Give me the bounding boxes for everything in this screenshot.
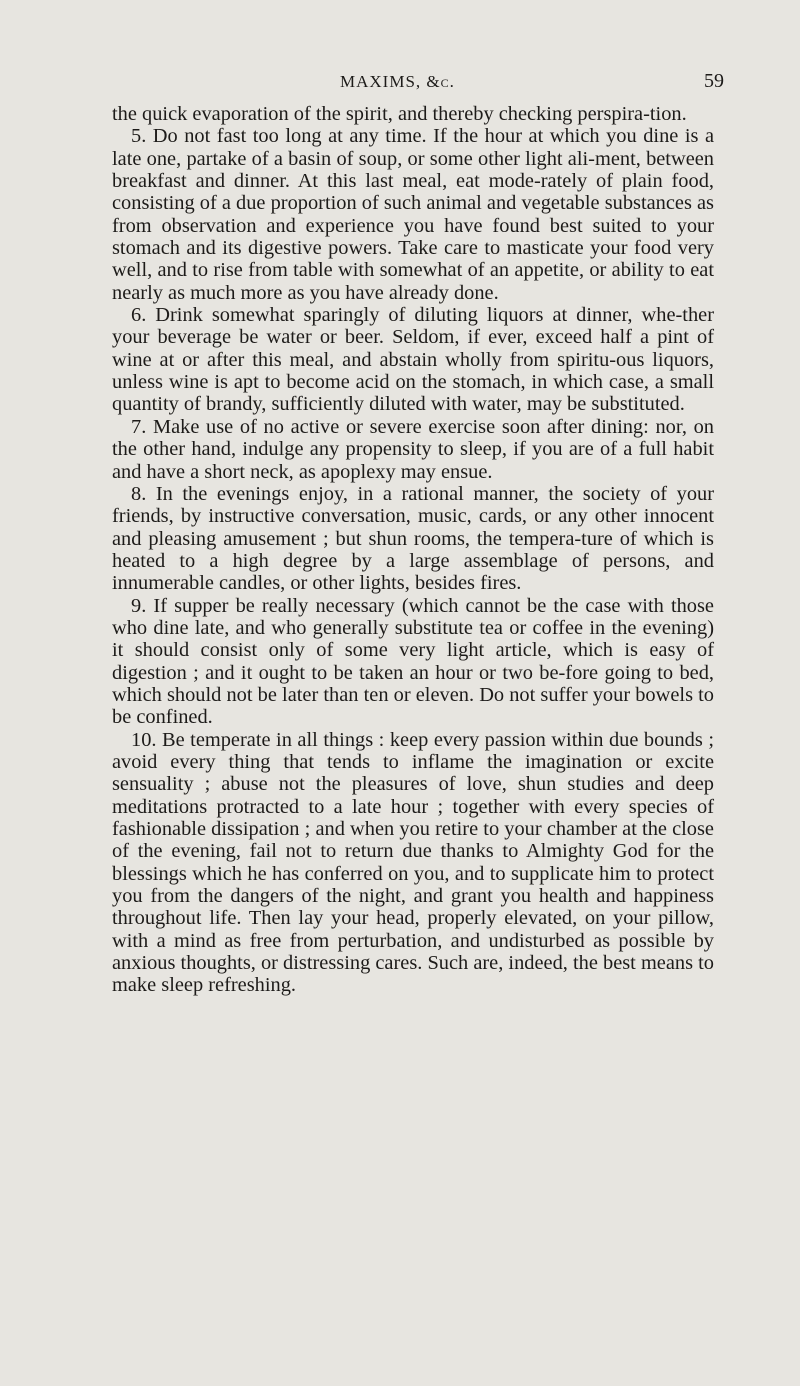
maxim-5: 5. Do not fast too long at any time. If the hour at which you dine is a late one, partake of a basin of soup, or some other light ali-ment, between breakfast and dinner. At this last meal, eat mode-rately of plain food, consisting of a due proportion of such animal and vegetable substances as from observation and experience you have found best suited to your stomach and its digestive powers. Take care to masticate your food very well, and to rise from table with somewhat of an appetite, or ability to eat nearly as much more as you have already done.	[112, 125, 714, 304]
maxim-6: 6. Drink somewhat sparingly of diluting liquors at dinner, whe-ther your beverage be water or beer. Seldom, if ever, exceed half a pint of wine at or after this meal, and abstain wholly from spiritu-ous liquors, unless wine is apt to become acid on the stomach, in which case, a small quantity of brandy, sufficiently diluted with water, may be substituted.	[112, 304, 714, 416]
paragraph-continuation: the quick evaporation of the spirit, and thereby checking perspira-tion.	[112, 103, 687, 125]
maxim-10: 10. Be temperate in all things : keep every passion within due bounds ; avoid every thing that tends to inflame the imagination or excite sensuality ; abuse not the pleasures of love, shun studies and deep meditations protracted to a late hour ; together with every species of fashionable dissipation ; and when you retire to your chamber at the close of the evening, fail not to return due thanks to Almighty God for the blessings which he has conferred on you, and to supplicate him to protect you from the dangers of the night, and grant you health and happiness throughout life. Then lay your head, properly elevated, on your pillow, with a mind as free from perturbation, and undisturbed as possible by anxious thoughts, or distressing cares. Such are, indeed, the best means to make sleep refreshing.	[112, 728, 714, 997]
maxim-9: 9. If supper be really necessary (which cannot be the case with those who dine late, and who generally substitute tea or coffee in the evening) it should consist only of some very light article, which is easy of digestion ; and it ought to be taken an hour or two be-fore going to bed, which should not be later than ten or eleven. Do not suffer your bowels to be confined.	[112, 594, 714, 729]
page-number: 59	[704, 70, 724, 92]
maxim-8: 8. In the evenings enjoy, in a rational manner, the society of your friends, by instructive conversation, music, cards, or any other innocent and pleasing amusement ; but shun rooms, the tempera-ture of which is heated to a high degree by a large assemblage of persons, and innumerable candles, or other lights, besides fires.	[112, 482, 714, 595]
body-text	[112, 103, 714, 997]
running-head: MAXIMS, &c.	[340, 72, 455, 91]
maxim-7: 7. Make use of no active or severe exercise soon after dining: nor, on the other hand, indulge any propensity to sleep, if you are of a full habit and have a short neck, as apoplexy may ensue.	[112, 415, 714, 483]
